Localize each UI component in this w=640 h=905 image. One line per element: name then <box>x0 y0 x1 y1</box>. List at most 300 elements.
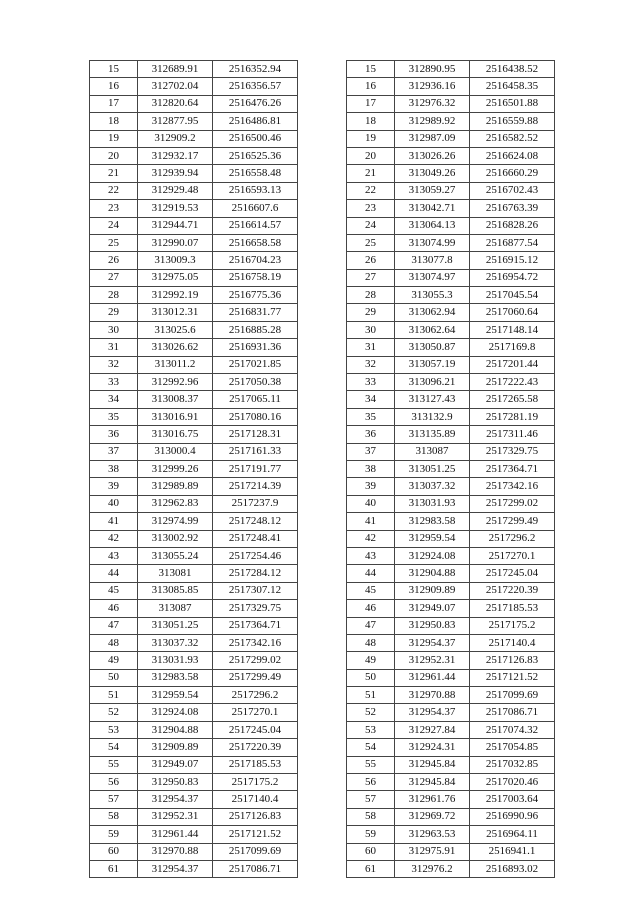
x-coordinate-cell: 312961.76 <box>395 791 470 808</box>
table-row <box>90 339 298 356</box>
x-coordinate-cell: 312974.99 <box>138 513 213 530</box>
table-row <box>90 547 298 564</box>
coordinate-table-left <box>89 60 298 878</box>
x-coordinate-cell: 312961.44 <box>395 669 470 686</box>
y-coordinate-cell: 2516486.81 <box>213 113 298 130</box>
x-coordinate-cell: 313077.8 <box>395 252 470 269</box>
y-coordinate-cell: 2517140.4 <box>470 634 555 651</box>
point-number-cell: 58 <box>90 808 138 825</box>
x-coordinate-cell: 312954.37 <box>395 634 470 651</box>
x-coordinate-cell: 312999.26 <box>138 460 213 477</box>
point-number-cell: 27 <box>347 269 395 286</box>
y-coordinate-cell: 2517128.31 <box>213 426 298 443</box>
y-coordinate-cell: 2517099.69 <box>213 843 298 860</box>
table-row <box>90 460 298 477</box>
point-number-cell: 60 <box>347 843 395 860</box>
table-row <box>90 113 298 130</box>
table-row <box>347 269 555 286</box>
x-coordinate-cell: 312987.09 <box>395 130 470 147</box>
x-coordinate-cell: 312983.58 <box>395 513 470 530</box>
table-row <box>90 130 298 147</box>
y-coordinate-cell: 2517140.4 <box>213 791 298 808</box>
x-coordinate-cell: 312820.64 <box>138 95 213 112</box>
point-number-cell: 32 <box>90 356 138 373</box>
point-number-cell: 53 <box>347 721 395 738</box>
y-coordinate-cell: 2516915.12 <box>470 252 555 269</box>
point-number-cell: 42 <box>347 530 395 547</box>
table-row <box>347 165 555 182</box>
table-row <box>90 321 298 338</box>
table-row <box>347 826 555 843</box>
x-coordinate-cell: 312970.88 <box>138 843 213 860</box>
table-row <box>90 147 298 164</box>
point-number-cell: 39 <box>347 478 395 495</box>
point-number-cell: 51 <box>90 687 138 704</box>
y-coordinate-cell: 2516476.26 <box>213 95 298 112</box>
x-coordinate-cell: 312945.84 <box>395 774 470 791</box>
table-row <box>90 426 298 443</box>
table-row <box>90 374 298 391</box>
y-coordinate-cell: 2516582.52 <box>470 130 555 147</box>
y-coordinate-cell: 2517003.64 <box>470 791 555 808</box>
y-coordinate-cell: 2517021.85 <box>213 356 298 373</box>
table-row <box>347 374 555 391</box>
table-row <box>347 339 555 356</box>
table-row <box>347 687 555 704</box>
x-coordinate-cell: 313132.9 <box>395 408 470 425</box>
table-row <box>90 78 298 95</box>
y-coordinate-cell: 2516758.19 <box>213 269 298 286</box>
y-coordinate-cell: 2517270.1 <box>470 547 555 564</box>
point-number-cell: 24 <box>90 217 138 234</box>
y-coordinate-cell: 2516941.1 <box>470 843 555 860</box>
table-row <box>347 530 555 547</box>
y-coordinate-cell: 2517126.83 <box>213 808 298 825</box>
table-row <box>347 113 555 130</box>
table-row <box>347 669 555 686</box>
table-row <box>90 739 298 756</box>
point-number-cell: 51 <box>347 687 395 704</box>
point-number-cell: 47 <box>90 617 138 634</box>
x-coordinate-cell: 312909.89 <box>138 739 213 756</box>
y-coordinate-cell: 2516964.11 <box>470 826 555 843</box>
y-coordinate-cell: 2516660.29 <box>470 165 555 182</box>
x-coordinate-cell: 312949.07 <box>138 756 213 773</box>
x-coordinate-cell: 313050.87 <box>395 339 470 356</box>
table-row <box>90 269 298 286</box>
y-coordinate-cell: 2516954.72 <box>470 269 555 286</box>
point-number-cell: 57 <box>90 791 138 808</box>
y-coordinate-cell: 2517099.69 <box>470 687 555 704</box>
point-number-cell: 59 <box>347 826 395 843</box>
table-row <box>90 617 298 634</box>
y-coordinate-cell: 2516885.28 <box>213 321 298 338</box>
point-number-cell: 26 <box>347 252 395 269</box>
x-coordinate-cell: 313135.89 <box>395 426 470 443</box>
point-number-cell: 45 <box>347 582 395 599</box>
point-number-cell: 56 <box>90 774 138 791</box>
y-coordinate-cell: 2517281.19 <box>470 408 555 425</box>
y-coordinate-cell: 2516624.08 <box>470 147 555 164</box>
table-row <box>90 721 298 738</box>
table-row <box>90 252 298 269</box>
x-coordinate-cell: 313008.37 <box>138 391 213 408</box>
table-row <box>347 200 555 217</box>
table-row <box>347 321 555 338</box>
y-coordinate-cell: 2517270.1 <box>213 704 298 721</box>
y-coordinate-cell: 2517222.43 <box>470 374 555 391</box>
point-number-cell: 25 <box>347 234 395 251</box>
x-coordinate-cell: 312952.31 <box>395 652 470 669</box>
y-coordinate-cell: 2517175.2 <box>213 774 298 791</box>
table-row <box>347 61 555 78</box>
table-row <box>90 860 298 877</box>
table-row <box>90 634 298 651</box>
point-number-cell: 23 <box>90 200 138 217</box>
y-coordinate-cell: 2517254.46 <box>213 547 298 564</box>
point-number-cell: 25 <box>90 234 138 251</box>
y-coordinate-cell: 2517074.32 <box>470 721 555 738</box>
y-coordinate-cell: 2516500.46 <box>213 130 298 147</box>
y-coordinate-cell: 2517296.2 <box>470 530 555 547</box>
x-coordinate-cell: 312932.17 <box>138 147 213 164</box>
y-coordinate-cell: 2517220.39 <box>470 582 555 599</box>
table-row <box>347 287 555 304</box>
x-coordinate-cell: 313081 <box>138 565 213 582</box>
table-row <box>347 426 555 443</box>
y-coordinate-cell: 2517248.41 <box>213 530 298 547</box>
table-row <box>347 252 555 269</box>
point-number-cell: 53 <box>90 721 138 738</box>
table-row <box>347 147 555 164</box>
table-row <box>347 234 555 251</box>
point-number-cell: 49 <box>90 652 138 669</box>
point-number-cell: 26 <box>90 252 138 269</box>
x-coordinate-cell: 313049.26 <box>395 165 470 182</box>
x-coordinate-cell: 313037.32 <box>138 634 213 651</box>
x-coordinate-cell: 313085.85 <box>138 582 213 599</box>
point-number-cell: 43 <box>90 547 138 564</box>
table-row <box>347 217 555 234</box>
point-number-cell: 21 <box>90 165 138 182</box>
y-coordinate-cell: 2516501.88 <box>470 95 555 112</box>
point-number-cell: 60 <box>90 843 138 860</box>
table-row <box>90 287 298 304</box>
table-row <box>90 495 298 512</box>
point-number-cell: 46 <box>90 600 138 617</box>
table-row <box>347 460 555 477</box>
x-coordinate-cell: 313059.27 <box>395 182 470 199</box>
table-row <box>90 652 298 669</box>
x-coordinate-cell: 312909.89 <box>395 582 470 599</box>
table-row <box>347 721 555 738</box>
table-row <box>347 304 555 321</box>
point-number-cell: 24 <box>347 217 395 234</box>
y-coordinate-cell: 2517296.2 <box>213 687 298 704</box>
x-coordinate-cell: 312976.32 <box>395 95 470 112</box>
point-number-cell: 22 <box>347 182 395 199</box>
x-coordinate-cell: 312961.44 <box>138 826 213 843</box>
table-row <box>90 391 298 408</box>
x-coordinate-cell: 313026.26 <box>395 147 470 164</box>
x-coordinate-cell: 312983.58 <box>138 669 213 686</box>
point-number-cell: 41 <box>90 513 138 530</box>
y-coordinate-cell: 2517265.58 <box>470 391 555 408</box>
y-coordinate-cell: 2516558.48 <box>213 165 298 182</box>
table-row <box>347 634 555 651</box>
table-row <box>90 826 298 843</box>
point-number-cell: 54 <box>347 739 395 756</box>
y-coordinate-cell: 2517364.71 <box>470 460 555 477</box>
x-coordinate-cell: 313127.43 <box>395 391 470 408</box>
point-number-cell: 41 <box>347 513 395 530</box>
y-coordinate-cell: 2517185.53 <box>213 756 298 773</box>
point-number-cell: 38 <box>90 460 138 477</box>
x-coordinate-cell: 312969.72 <box>395 808 470 825</box>
y-coordinate-cell: 2517364.71 <box>213 617 298 634</box>
table-row <box>90 234 298 251</box>
y-coordinate-cell: 2517191.77 <box>213 460 298 477</box>
x-coordinate-cell: 312890.95 <box>395 61 470 78</box>
x-coordinate-cell: 312989.92 <box>395 113 470 130</box>
x-coordinate-cell: 312976.2 <box>395 860 470 877</box>
point-number-cell: 56 <box>347 774 395 791</box>
x-coordinate-cell: 312959.54 <box>395 530 470 547</box>
table-row <box>90 408 298 425</box>
table-row <box>347 565 555 582</box>
point-number-cell: 17 <box>90 95 138 112</box>
point-number-cell: 34 <box>90 391 138 408</box>
table-row <box>90 669 298 686</box>
table-row <box>90 565 298 582</box>
x-coordinate-cell: 313000.4 <box>138 443 213 460</box>
x-coordinate-cell: 312909.2 <box>138 130 213 147</box>
x-coordinate-cell: 312689.91 <box>138 61 213 78</box>
x-coordinate-cell: 313051.25 <box>138 617 213 634</box>
x-coordinate-cell: 312927.84 <box>395 721 470 738</box>
y-coordinate-cell: 2517175.2 <box>470 617 555 634</box>
y-coordinate-cell: 2517237.9 <box>213 495 298 512</box>
point-number-cell: 43 <box>347 547 395 564</box>
point-number-cell: 49 <box>347 652 395 669</box>
y-coordinate-cell: 2516607.6 <box>213 200 298 217</box>
table-row <box>347 600 555 617</box>
x-coordinate-cell: 313037.32 <box>395 478 470 495</box>
x-coordinate-cell: 312992.19 <box>138 287 213 304</box>
point-number-cell: 27 <box>90 269 138 286</box>
point-number-cell: 22 <box>90 182 138 199</box>
table-row <box>90 843 298 860</box>
table-row <box>347 443 555 460</box>
x-coordinate-cell: 312877.95 <box>138 113 213 130</box>
x-coordinate-cell: 313055.24 <box>138 547 213 564</box>
table-row <box>90 600 298 617</box>
point-number-cell: 21 <box>347 165 395 182</box>
point-number-cell: 39 <box>90 478 138 495</box>
y-coordinate-cell: 2517201.44 <box>470 356 555 373</box>
y-coordinate-cell: 2516763.39 <box>470 200 555 217</box>
point-number-cell: 18 <box>347 113 395 130</box>
table-row <box>347 495 555 512</box>
point-number-cell: 20 <box>90 147 138 164</box>
table-row <box>90 304 298 321</box>
y-coordinate-cell: 2517299.49 <box>213 669 298 686</box>
table-row <box>347 617 555 634</box>
table-row <box>347 808 555 825</box>
x-coordinate-cell: 312970.88 <box>395 687 470 704</box>
table-row <box>347 774 555 791</box>
y-coordinate-cell: 2517329.75 <box>470 443 555 460</box>
point-number-cell: 36 <box>347 426 395 443</box>
x-coordinate-cell: 312919.53 <box>138 200 213 217</box>
point-number-cell: 29 <box>90 304 138 321</box>
table-row <box>90 200 298 217</box>
table-row <box>347 860 555 877</box>
x-coordinate-cell: 312959.54 <box>138 687 213 704</box>
point-number-cell: 36 <box>90 426 138 443</box>
x-coordinate-cell: 312904.88 <box>138 721 213 738</box>
point-number-cell: 33 <box>347 374 395 391</box>
y-coordinate-cell: 2517121.52 <box>470 669 555 686</box>
y-coordinate-cell: 2517299.02 <box>470 495 555 512</box>
point-number-cell: 50 <box>90 669 138 686</box>
x-coordinate-cell: 312950.83 <box>138 774 213 791</box>
point-number-cell: 28 <box>90 287 138 304</box>
x-coordinate-cell: 313011.2 <box>138 356 213 373</box>
table-row <box>90 513 298 530</box>
x-coordinate-cell: 312936.16 <box>395 78 470 95</box>
point-number-cell: 42 <box>90 530 138 547</box>
table-body <box>347 61 555 878</box>
y-coordinate-cell: 2517284.12 <box>213 565 298 582</box>
x-coordinate-cell: 312929.48 <box>138 182 213 199</box>
point-number-cell: 45 <box>90 582 138 599</box>
x-coordinate-cell: 312945.84 <box>395 756 470 773</box>
y-coordinate-cell: 2516828.26 <box>470 217 555 234</box>
point-number-cell: 33 <box>90 374 138 391</box>
table-row <box>347 582 555 599</box>
y-coordinate-cell: 2516525.36 <box>213 147 298 164</box>
y-coordinate-cell: 2517245.04 <box>213 721 298 738</box>
x-coordinate-cell: 312963.53 <box>395 826 470 843</box>
table-row <box>347 704 555 721</box>
table-row <box>90 61 298 78</box>
point-number-cell: 17 <box>347 95 395 112</box>
point-number-cell: 40 <box>90 495 138 512</box>
x-coordinate-cell: 313096.21 <box>395 374 470 391</box>
y-coordinate-cell: 2517220.39 <box>213 739 298 756</box>
table-row <box>90 356 298 373</box>
x-coordinate-cell: 313016.75 <box>138 426 213 443</box>
x-coordinate-cell: 313016.91 <box>138 408 213 425</box>
x-coordinate-cell: 312950.83 <box>395 617 470 634</box>
point-number-cell: 58 <box>347 808 395 825</box>
table-row <box>347 652 555 669</box>
point-number-cell: 30 <box>347 321 395 338</box>
table-row <box>347 791 555 808</box>
x-coordinate-cell: 312924.08 <box>395 547 470 564</box>
y-coordinate-cell: 2516990.96 <box>470 808 555 825</box>
y-coordinate-cell: 2517020.46 <box>470 774 555 791</box>
point-number-cell: 20 <box>347 147 395 164</box>
y-coordinate-cell: 2516356.57 <box>213 78 298 95</box>
y-coordinate-cell: 2516931.36 <box>213 339 298 356</box>
x-coordinate-cell: 312975.05 <box>138 269 213 286</box>
y-coordinate-cell: 2517307.12 <box>213 582 298 599</box>
x-coordinate-cell: 313012.31 <box>138 304 213 321</box>
point-number-cell: 34 <box>347 391 395 408</box>
y-coordinate-cell: 2517080.16 <box>213 408 298 425</box>
point-number-cell: 55 <box>90 756 138 773</box>
x-coordinate-cell: 312975.91 <box>395 843 470 860</box>
coordinate-table-right <box>346 60 555 878</box>
point-number-cell: 54 <box>90 739 138 756</box>
y-coordinate-cell: 2517185.53 <box>470 600 555 617</box>
table-row <box>90 165 298 182</box>
point-number-cell: 61 <box>90 860 138 877</box>
point-number-cell: 16 <box>347 78 395 95</box>
table-row <box>347 547 555 564</box>
x-coordinate-cell: 312939.94 <box>138 165 213 182</box>
y-coordinate-cell: 2516831.77 <box>213 304 298 321</box>
y-coordinate-cell: 2516775.36 <box>213 287 298 304</box>
y-coordinate-cell: 2516458.35 <box>470 78 555 95</box>
point-number-cell: 37 <box>90 443 138 460</box>
table-row <box>347 478 555 495</box>
y-coordinate-cell: 2517311.46 <box>470 426 555 443</box>
table-row <box>90 443 298 460</box>
point-number-cell: 31 <box>347 339 395 356</box>
y-coordinate-cell: 2517148.14 <box>470 321 555 338</box>
point-number-cell: 18 <box>90 113 138 130</box>
x-coordinate-cell: 313087 <box>395 443 470 460</box>
point-number-cell: 31 <box>90 339 138 356</box>
y-coordinate-cell: 2517121.52 <box>213 826 298 843</box>
x-coordinate-cell: 312952.31 <box>138 808 213 825</box>
table-row <box>90 774 298 791</box>
table-row <box>90 808 298 825</box>
x-coordinate-cell: 313062.64 <box>395 321 470 338</box>
y-coordinate-cell: 2516352.94 <box>213 61 298 78</box>
x-coordinate-cell: 313042.71 <box>395 200 470 217</box>
x-coordinate-cell: 313057.19 <box>395 356 470 373</box>
y-coordinate-cell: 2516893.02 <box>470 860 555 877</box>
table-row <box>90 756 298 773</box>
x-coordinate-cell: 312954.37 <box>138 860 213 877</box>
x-coordinate-cell: 312924.08 <box>138 704 213 721</box>
x-coordinate-cell: 313064.13 <box>395 217 470 234</box>
y-coordinate-cell: 2517050.38 <box>213 374 298 391</box>
x-coordinate-cell: 312954.37 <box>395 704 470 721</box>
y-coordinate-cell: 2516704.23 <box>213 252 298 269</box>
point-number-cell: 19 <box>347 130 395 147</box>
y-coordinate-cell: 2516658.58 <box>213 234 298 251</box>
table-row <box>347 513 555 530</box>
point-number-cell: 44 <box>347 565 395 582</box>
point-number-cell: 59 <box>90 826 138 843</box>
point-number-cell: 35 <box>347 408 395 425</box>
table-row <box>90 95 298 112</box>
x-coordinate-cell: 313062.94 <box>395 304 470 321</box>
point-number-cell: 48 <box>90 634 138 651</box>
table-row <box>347 739 555 756</box>
y-coordinate-cell: 2516559.88 <box>470 113 555 130</box>
point-number-cell: 23 <box>347 200 395 217</box>
y-coordinate-cell: 2517248.12 <box>213 513 298 530</box>
table-row <box>90 530 298 547</box>
x-coordinate-cell: 313009.3 <box>138 252 213 269</box>
x-coordinate-cell: 313025.6 <box>138 321 213 338</box>
